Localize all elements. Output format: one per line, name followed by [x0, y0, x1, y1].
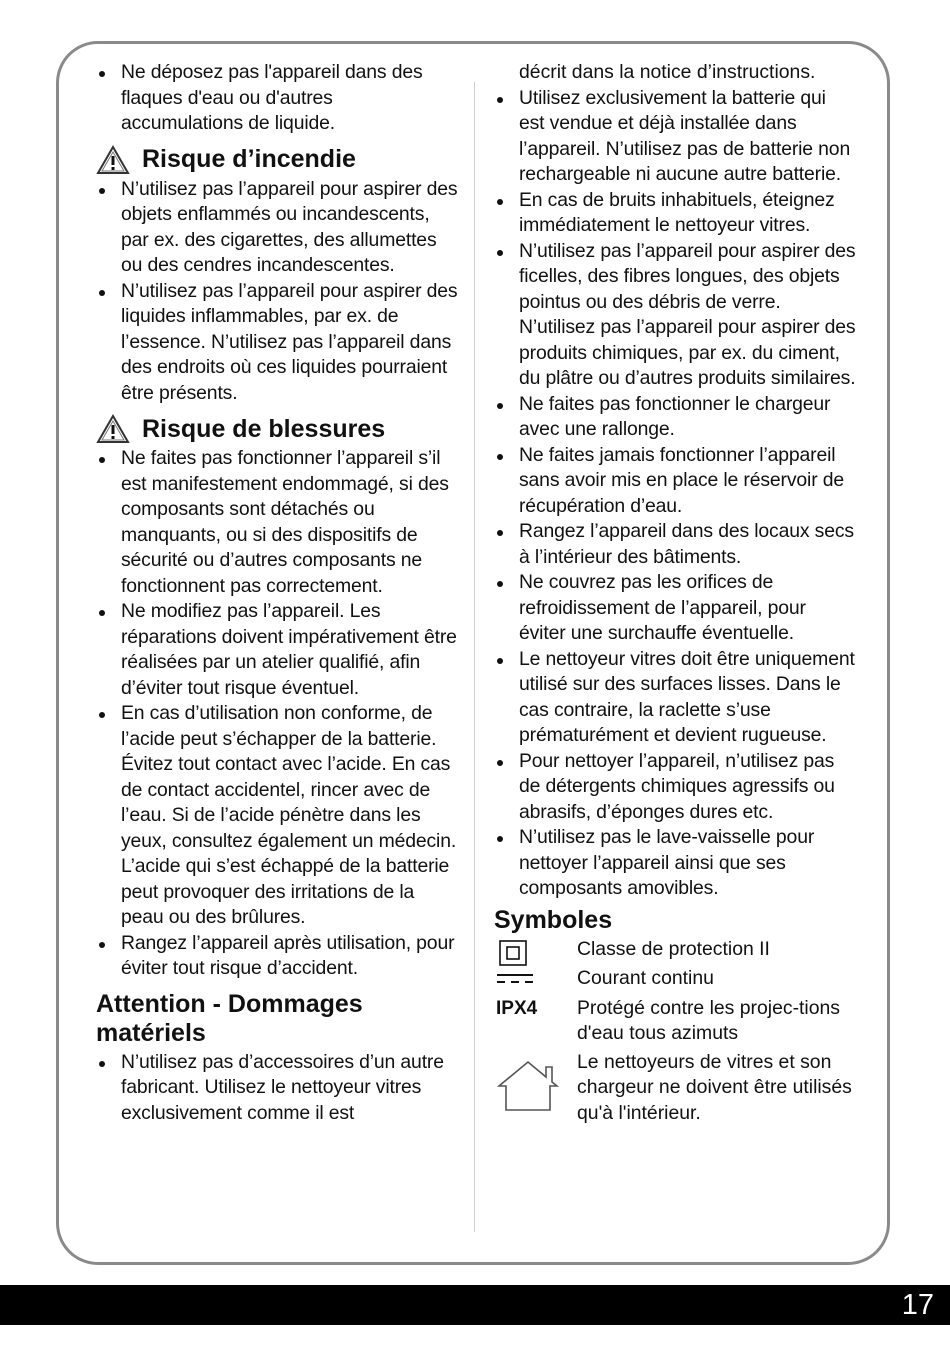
fire-risk-list — [96, 177, 458, 407]
list-item: N’utilisez pas d’accessoires d’un autre fabricant. Utilisez le nettoyeur vitres exclusivement comme il est — [96, 1050, 458, 1127]
symbol-row — [494, 996, 856, 1050]
list-item: Ne faites pas fonctionner l’appareil s’il est manifestement endommagé, si des composants sont détachés ou manquants, ou si des dispositifs de sécurité ou d’autres composants ne fonctionnent pas correctement. — [96, 446, 458, 599]
injury-risk-list — [96, 446, 458, 982]
warning-triangle-icon — [96, 145, 130, 175]
continued-text: décrit dans la notice d’instructions. — [519, 61, 816, 83]
material-damage-list — [96, 1050, 458, 1127]
material-damage-heading: Attention - Dommages matériels — [96, 989, 363, 1047]
right-column — [494, 60, 856, 1126]
list-item: Rangez l’appareil dans des locaux secs à l’intérieur des bâtiments. — [494, 519, 856, 570]
fire-risk-heading — [96, 145, 458, 175]
list-item: N’utilisez pas le lave-vaisselle pour nettoyer l’appareil ainsi que ses composants amovibles. — [494, 825, 856, 902]
list-item: Utilisez exclusivement la batterie qui est vendue et déjà installée dans l’appareil. N’utilisez pas de batterie non rechargeable ni aucune autre batterie. — [494, 86, 856, 188]
list-item: N’utilisez pas l’appareil pour aspirer des liquides inflammables, par ex. de l’essence. N’utilisez pas l’appareil dans des endroits où ces liquides pourraient être présents. — [96, 279, 458, 407]
list-item: Ne déposez pas l'appareil dans des flaques d'eau ou d'autres accumulations de liquide. — [96, 60, 458, 137]
list-item: Rangez l’appareil après utilisation, pour éviter tout risque d’accident. — [96, 931, 458, 982]
symbol-description: Protégé contre les projec-tions d'eau tous azimuts — [577, 996, 840, 1044]
list-item: En cas d’utilisation non conforme, de l’acide peut s’échapper de la batterie. Évitez tout contact avec l’acide. En cas de contact accidentel, rincer avec de l’eau. Si de l’acide pénètre dans les yeux, consultez également un médecin. L’acide qui s’est échappé de la batterie peut provoquer des irritations de la peau ou des brûlures. — [96, 701, 458, 931]
footer-bar — [0, 1285, 950, 1325]
list-item: Ne modifiez pas l’appareil. Les réparations doivent impérativement être réalisées par un atelier qualifié, afin d’éviter tout risque éventuel. — [96, 599, 458, 701]
list-item: Ne faites jamais fonctionner l’appareil sans avoir mis en place le réservoir de récupération d’eau. — [494, 443, 856, 520]
injury-risk-heading — [96, 414, 458, 444]
column-divider — [474, 82, 475, 1232]
symbols-heading: Symboles — [494, 905, 613, 934]
symbol-description: Classe de protection II — [577, 937, 770, 960]
list-item: En cas de bruits inhabituels, éteignez immédiatement le nettoyeur vitres. — [494, 188, 856, 239]
fire-risk-title: Risque d’incendie — [142, 145, 356, 173]
injury-risk-title: Risque de blessures — [142, 414, 386, 443]
ipx4-label: IPX4 — [496, 997, 538, 1019]
warning-triangle-icon — [96, 414, 130, 444]
left-column — [96, 60, 458, 1126]
direct-current-icon — [497, 972, 533, 986]
safety-list — [494, 86, 856, 902]
list-item: Pour nettoyer l’appareil, n’utilisez pas de détergents chimiques agressifs ou abrasifs, d’éponges dures etc. — [494, 749, 856, 826]
symbol-row — [494, 1050, 856, 1127]
list-item: Le nettoyeur vitres doit être uniquement utilisé sur des surfaces lisses. Dans le cas contraire, la raclette s’use prématurément et devient rugueuse. — [494, 647, 856, 749]
list-item: Ne couvrez pas les orifices de refroidissement de l’appareil, pour éviter une surchauffe éventuelle. — [494, 570, 856, 647]
indoor-use-house-icon — [497, 1060, 559, 1112]
symbol-description: Le nettoyeurs de vitres et son chargeur ne doivent être utilisés qu'à l'intérieur. — [577, 1050, 852, 1124]
list-item: N’utilisez pas l’appareil pour aspirer des ficelles, des fibres longues, des objets pointus ou des débris de verre. N’utilisez pas l’appareil pour aspirer des produits chimiques, par ex. du ciment, du plâtre ou d’autres produits similaires. — [494, 239, 856, 392]
page-number: 17 — [901, 1289, 934, 1321]
intro-list — [96, 60, 458, 137]
symbol-row — [494, 937, 856, 966]
symbol-row — [494, 966, 856, 996]
symbols-table — [494, 937, 856, 1127]
list-item: Ne faites pas fonctionner le chargeur avec une rallonge. — [494, 392, 856, 443]
list-item: N’utilisez pas l’appareil pour aspirer des objets enflammés ou incandescents, par ex. des cigarettes, des allumettes ou des cendres incandescentes. — [96, 177, 458, 279]
symbol-description: Courant continu — [577, 966, 714, 989]
protection-class-ii-icon — [499, 940, 527, 966]
